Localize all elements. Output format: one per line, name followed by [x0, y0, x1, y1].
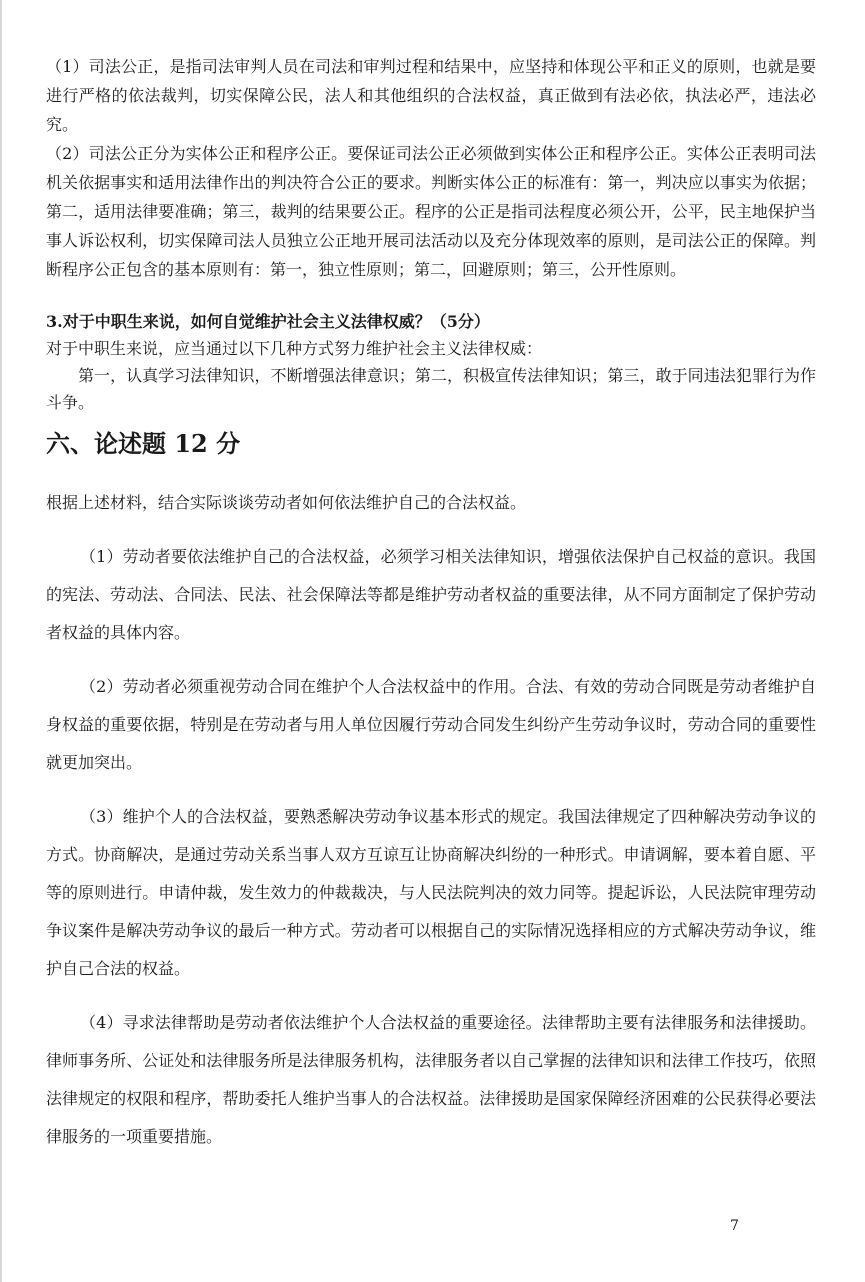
page-number: 7 [730, 1218, 739, 1234]
document-page [46, 52, 816, 1172]
essay-paragraph-1: （1）劳动者要依法维护自己的合法权益，必须学习相关法律知识，增强依法保护自己权益的意识。我国的宪法、劳动法、合同法、民法、社会保障法等都是维护劳动者权益的重要法律，从不同方面制定了保护劳动者权益的具体内容。 [46, 547, 816, 642]
question-3-answer: 第一，认真学习法律知识，不断增强法律意识；第二，积极宣传法律知识；第三，敢于同违法犯罪行为作斗争。 [46, 366, 816, 412]
question-3-title: 3.对于中职生来说，如何自觉维护社会主义法律权威？（5分） [46, 312, 490, 331]
spacer [46, 284, 816, 308]
section-6-title: 六、论述题 12 分 [46, 429, 241, 458]
page-edge [0, 0, 2, 1282]
answer-paragraph-1: （1）司法公正，是指司法审判人员在司法和审判过程和结果中，应坚持和体现公平和正义的原则，也就是要进行严格的依法裁判，切实保障公民，法人和其他组织的合法权益，真正做到有法必依，执法必严，违法必究。 [46, 57, 816, 134]
essay-paragraph-2: （2）劳动者必须重视劳动合同在维护个人合法权益中的作用。合法、有效的劳动合同既是劳动者维护自身权益的重要依据，特别是在劳动者与用人单位因履行劳动合同发生纠纷产生劳动争议时，劳动合同的重要性就更加突出。 [46, 677, 816, 772]
question-3-intro: 对于中职生来说，应当通过以下几种方式努力维护社会主义法律权威： [46, 339, 543, 358]
essay-paragraph-3: （3）维护个人的合法权益，要熟悉解决劳动争议基本形式的规定。我国法律规定了四种解决劳动争议的方式。协商解决，是通过劳动关系当事人双方互谅互让协商解决纠纷的一种形式。申请调解，要本着自愿、平等的原则进行。申请仲裁，发生效力的仲裁裁决，与人民法院判决的效力同等。提起诉讼，人民法院审理劳动争议案件是解决劳动争议的最后一种方式。劳动者可以根据自己的实际情况选择相应的方式解决劳动争议，维护自己合法的权益。 [46, 807, 816, 978]
essay-paragraph-4: （4）寻求法律帮助是劳动者依法维护个人合法权益的重要途径。法律帮助主要有法律服务和法律援助。律师事务所、公证处和法律服务所是法律服务机构，法律服务者以自己掌握的法律知识和法律工作技巧，依照法律规定的权限和程序，帮助委托人维护当事人的合法权益。法律援助是国家保障经济困难的公民获得必要法律服务的一项重要措施。 [46, 1013, 816, 1146]
essay-prompt: 根据上述材料，结合实际谈谈劳动者如何依法维护自己的合法权益。 [46, 493, 527, 512]
answer-paragraph-2: （2）司法公正分为实体公正和程序公正。要保证司法公正必须做到实体公正和程序公正。实体公正表明司法机关依据事实和适用法律作出的判决符合公正的要求。判断实体公正的标准有：第一，判决应以事实为依据；第二，适用法律要准确；第三，裁判的结果要公正。程序的公正是指司法程度必须公开，公平，民主地保护当事人诉讼权利，切实保障司法人员独立公正地开展司法活动以及充分体现效率的原则，是司法公正的保障。判断程序公正包含的基本原则有：第一，独立性原则；第二，回避原则；第三，公开性原则。 [46, 144, 816, 279]
